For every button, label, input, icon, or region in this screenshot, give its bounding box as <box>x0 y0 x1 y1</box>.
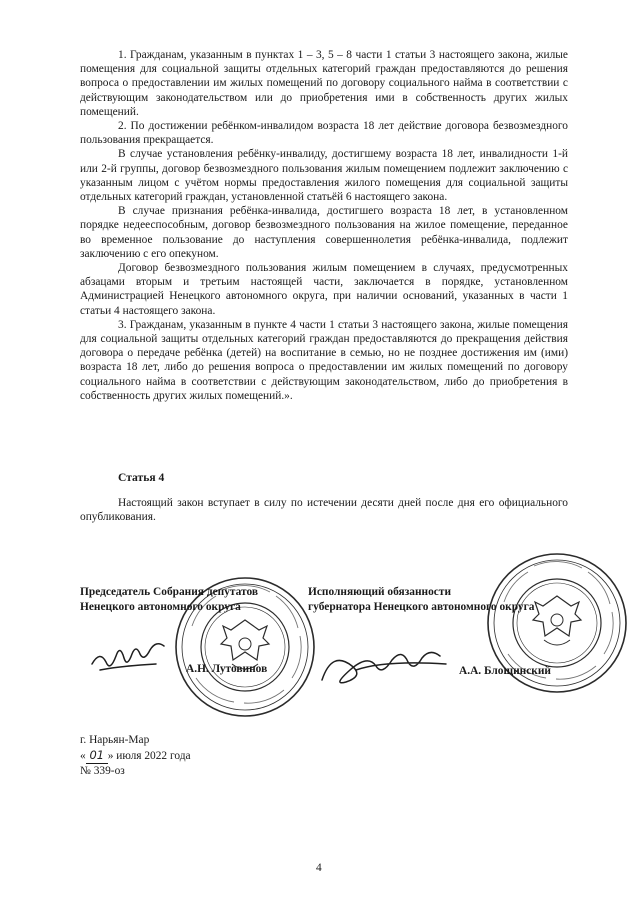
paragraph-part-2-abs-3: В случае признания ребёнка-инвалида, достигшего возраста 18 лет, в установленном порядке недееспособным, договор безвозмездного пользования на жилое помещение, переданное во временное пользование до наступления совершеннолетия ребёнка-инвалида, подлежит заключению с его опекуном. <box>80 205 568 260</box>
signatory-right-title-line2: губернатора Ненецкого автономного округа <box>308 601 535 613</box>
paragraph-part-1: 1. Гражданам, указанным в пунктах 1 – 3, 5 – 8 части 1 статьи 3 настоящего закона, жилые помещения для социальной защиты отдельных категорий граждан предоставляются до решения вопроса о предоставлении им жилых помещений по договору социального найма в соответствии с действующим законодательством или до приобретения ими в собственность других жилых помещений. <box>80 49 568 118</box>
paragraph-part-3: 3. Гражданам, указанным в пункте 4 части 1 статьи 3 настоящего закона, жилые помещения для социальной защиты отдельных категорий граждан предоставляются до прекращения действия договора о передаче ребёнка (детей) на воспитание в семью, но не позднее достижения им (ими) возраста 18 лет, либо до решения вопроса о предоставлении им жилых помещений по договору социального найма в соответствии с действующим законодательством, либо до приобретения в собственность других жилых помещений.». <box>80 318 568 402</box>
signatory-right-title-line1: Исполняющий обязанности <box>308 586 452 598</box>
paragraph-part-2: 2. По достижении ребёнком-инвалидом возраста 18 лет действие договора безвозмездного пользования прекращается. <box>80 120 568 147</box>
date-day-handwritten: 01 <box>86 748 108 764</box>
article-text: Настоящий закон вступает в силу по истечении десяти дней после дня его официального опубликования. <box>80 497 568 524</box>
signatory-left-title-line1: Председатель Собрания депутатов <box>80 586 259 598</box>
article-heading: Статья 4 <box>118 471 165 484</box>
city: г. Нарьян-Мар <box>80 734 150 746</box>
signatory-left-title-line2: Ненецкого автономного округа <box>80 601 241 613</box>
date-open-quote: « <box>80 750 86 763</box>
signatory-left-title <box>80 585 320 615</box>
adoption-date <box>80 748 191 764</box>
signatory-right-title <box>308 585 578 615</box>
place-and-date-block <box>80 733 191 780</box>
date-month-year: » июля 2022 года <box>107 750 191 763</box>
law-number: № 339-оз <box>80 765 125 778</box>
law-body-text <box>80 48 568 403</box>
signatory-right-name: А.А. Блощинский <box>459 665 551 677</box>
signature-left-icon <box>88 634 168 682</box>
page-number: 4 <box>316 862 322 874</box>
article-body <box>80 496 568 524</box>
signatory-left-name: А.Н. Лутовинов <box>186 663 268 675</box>
paragraph-part-2-abs-4: Договор безвозмездного пользования жилым помещением в случаях, предусмотренных абзацами вторым и третьим настоящей части, заключается в порядке, установленном Администрацией Ненецкого автономного округа, при наличии оснований, указанных в части 1 статьи 4 настоящего закона. <box>80 262 568 317</box>
paragraph-part-2-abs-2: В случае установления ребёнку-инвалиду, достигшему возраста 18 лет, инвалидности 1-й или 2-й группы, договор безвозмездного пользования жилым помещением подлежит заключению с указанным лицом с учётом нормы предоставления жилого помещения для социальной защиты отдельных категорий граждан, установленной статьёй 6 настоящего закона. <box>80 148 568 204</box>
signature-right-icon <box>316 640 466 692</box>
